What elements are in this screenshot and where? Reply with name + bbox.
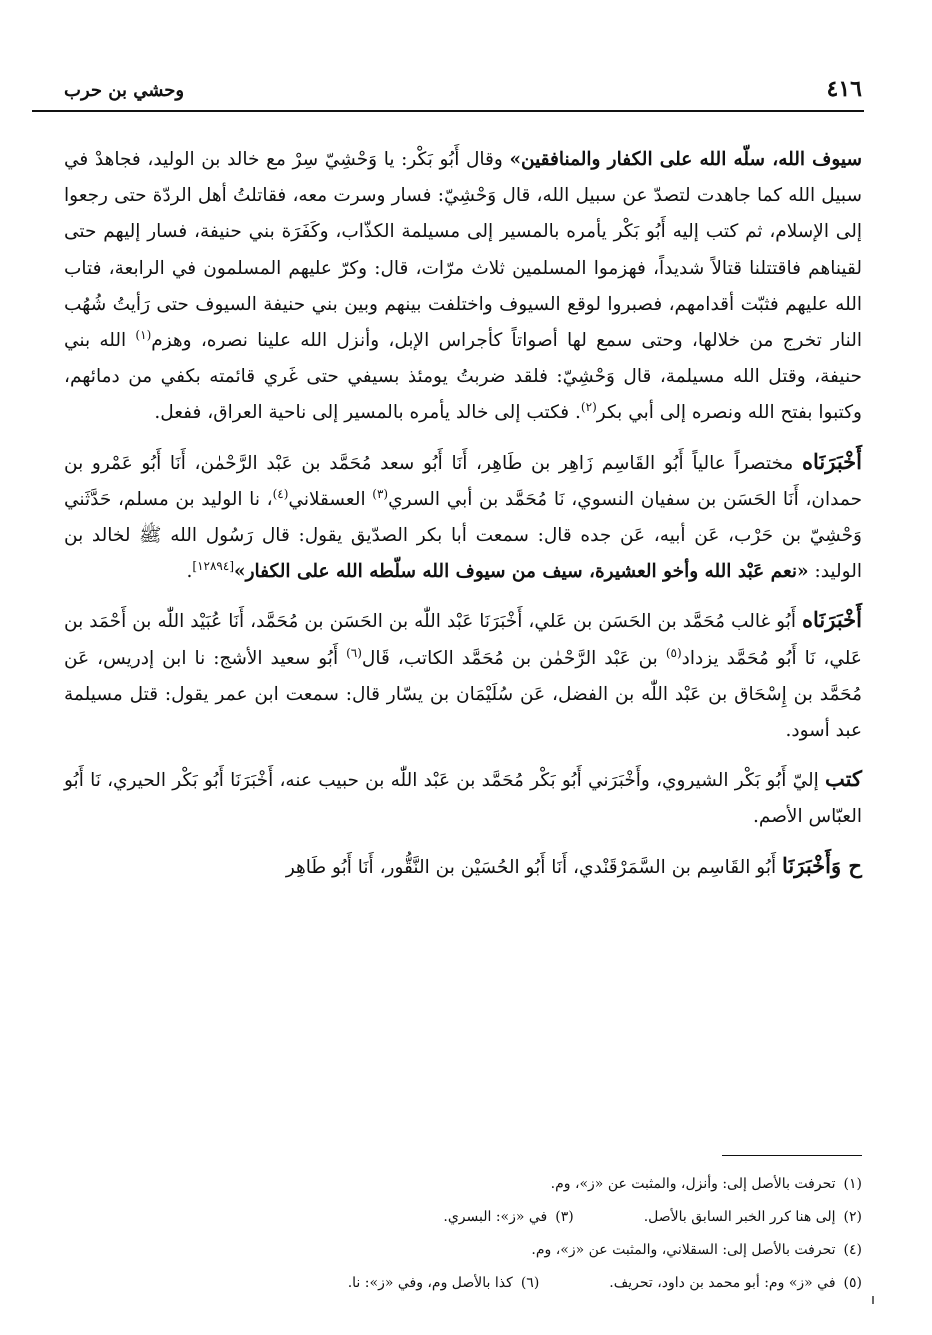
paragraph-1	[64, 142, 862, 432]
paragraph-5-text: أَبُو القَاسِم بن السَّمَرْقَنْدي، أَنَا أَبُو الحُسَيْن بن النَّقُّور، أَنَا أَبُو طَاهِر	[285, 856, 782, 878]
paragraph-3-lead: أَخْبَرَنَاه	[802, 607, 862, 633]
footnote-ref-4[interactable]: (٤)	[272, 486, 289, 501]
paragraph-1-text-2: الله بني حنيفة، وقتل الله مسيلمة، قال وَحْشِيّ: فلقد ضربتُ يومئذ بسيفي حتى غَري قائمته بكفي من دمائهم، وكتبوا بفتح الله ونصره إلى أبي بكر	[64, 330, 862, 424]
paragraph-4-lead: كتب	[825, 766, 862, 792]
footnote-6	[330, 1267, 540, 1300]
footnote-1	[64, 1168, 862, 1201]
main-text	[64, 142, 862, 898]
paragraph-5-lead: ح وَأَخْبَرَنَا	[782, 852, 862, 878]
footnote-6-text: كذا بالأصل وم، وفي «ز»: نا.	[347, 1275, 513, 1291]
hadith-quote: «نعم عَبْد الله وأخو العشيرة، سيف من سيوف الله سلّطه الله على الكفار»	[234, 561, 809, 583]
footnote-ref-2[interactable]: (٢)	[580, 400, 597, 415]
running-title: وحشي بن حرب	[64, 80, 185, 101]
paragraph-2-lead: أَخْبَرَنَاه	[802, 448, 862, 474]
footnote-4	[64, 1234, 862, 1267]
header-rule	[32, 110, 864, 112]
footnotes	[64, 1155, 862, 1300]
footnote-6-number: (٦)	[520, 1275, 540, 1291]
paragraph-5	[64, 848, 862, 886]
paragraph-2-text: مختصراً عالياً أَبُو القَاسِم زَاهِر بن طَاهِر، أَنَا أَبُو سعد مُحَمَّد بن عَبْد الرَّحْمٰن، أَنَا أَبُو عَمْرو بن حمدان، أَنَا الحَسَن بن سفيان النسوي، نَا مُحَمَّد بن أبي السري	[64, 452, 862, 510]
footnote-1-text: تحرفت بالأصل إلى: وأنزل، والمثبت عن «ز»، وم.	[550, 1176, 836, 1192]
footnote-3-number: (٣)	[555, 1209, 574, 1225]
paragraph-2-tail: .	[186, 561, 193, 583]
paragraph-3-text: أَبُو غالب مُحَمَّد بن الحَسَن بن عَلي، أَخْبَرَنَا عَبْد اللّٰه بن الحَسَن بن مُحَمَّد، أَنَا عُبَيْد اللّٰه بن أَحْمَد بن عَلي، نَا أَبُو مُحَمَّد يزداد	[64, 611, 862, 669]
footnote-ref-5[interactable]: (٥)	[665, 645, 682, 660]
footnote-3	[425, 1201, 573, 1234]
book-page	[64, 70, 862, 1315]
hadith-number: [١٢٨٩٤]	[192, 559, 235, 574]
scan-mark	[872, 1296, 874, 1304]
footnote-row-5-6	[64, 1267, 862, 1300]
footnote-rule	[722, 1155, 862, 1156]
footnote-ref-1[interactable]: (١)	[135, 327, 152, 342]
footnote-5-text: في «ز» وم: أبو محمد بن داود، تحريف.	[609, 1275, 836, 1291]
footnote-5-number: (٥)	[843, 1275, 862, 1291]
paragraph-1-text: وقال أَبُو بَكْر: يا وَحْشِيّ سِرْ مع خالد بن الوليد، فجاهدْ في سبيل الله كما جاهدت لتصدّ عن سبيل الله، قال وَحْشِيّ: فسار وسرت معه، فقاتلتُ أهل الردّة حتى رجعوا إلى الإسلام، ثم كتب إليه أَبُو بَكْر يأمره بالمسير إلى مسيلمة الكذّاب، وكَفَرَة بني حنيفة، فسار إليهم حتى لقيناهم فاقتتلنا قتالاً شديداً، فهزموا المسلمين ثلاث مرّات، قال: وكرّ عليهم المسلمون في الرابعة، فتاب الله عليهم فثبّت أقدامهم، فصبروا لوقع السيوف واختلفت بينهم وبين بني حنيفة السيوف حتى رَأيتُ شُهُب النار تخرج من خلالها، وحتى سمع لها أصواتاً كأجراس الإبل، وأنزل الله علينا نصره، وهزم	[64, 149, 862, 352]
paragraph-4-text: إليّ أَبُو بَكْر الشيروي، وأَخْبَرَني أَبُو بَكْر مُحَمَّد بن عَبْد اللّٰه بن حبيب عنه، أَخْبَرَنَا أَبُو بَكْر الحيري، نَا أَبُو العبّاس الأصم.	[64, 770, 862, 828]
footnote-4-text: تحرفت بالأصل إلى: السقلاني، والمثبت عن «ز»، وم.	[531, 1242, 836, 1258]
footnote-2	[626, 1201, 862, 1234]
paragraph-2-text-3: ، نا الوليد بن مسلم، حَدَّثَني وَحْشِيّ بن حَرْب، عَن أبيه، عَن جده قال: سمعت أبا بكر الصدّيق يقول: قال رَسُول الله ﷺ لخالد بن الوليد:	[64, 488, 862, 583]
paragraph-2-text-2: العسقلاني	[288, 488, 373, 510]
footnote-1-number: (١)	[843, 1176, 862, 1192]
footnote-ref-6[interactable]: (٦)	[346, 645, 362, 660]
page-header	[64, 70, 862, 110]
footnote-4-number: (٤)	[843, 1242, 862, 1258]
paragraph-1-lead: سيوف الله، سلّه الله على الكفار والمنافقين»	[509, 149, 862, 170]
footnote-row-2-3	[64, 1201, 862, 1234]
footnote-5	[591, 1267, 862, 1300]
footnote-3-text: في «ز»: البسري.	[443, 1209, 548, 1225]
footnote-ref-3[interactable]: (٣)	[372, 486, 389, 501]
paragraph-3-text-3: أَبُو سعيد الأشج: نا ابن إدريس، عَن مُحَمَّد بن إِسْحَاق بن عَبْد اللّٰه بن الفضل، عَن سُلَيْمَان بن يسّار قال: سمعت ابن عمر يقول: قتل مسيلمة عبد أسود.	[64, 647, 862, 742]
paragraph-3-text-2: بن عَبْد الرَّحْمٰن بن مُحَمَّد الكاتب، قَال	[361, 647, 666, 669]
page-number: ٤١٦	[826, 76, 862, 102]
paragraph-2	[64, 444, 862, 591]
paragraph-1-text-3: . فكتب إلى خالد يأمره بالمسير إلى ناحية العراق، ففعل.	[154, 402, 581, 424]
paragraph-3	[64, 602, 862, 749]
paragraph-4	[64, 761, 862, 835]
footnote-2-text: إلى هنا كرر الخبر السابق بالأصل.	[643, 1209, 836, 1225]
footnote-2-number: (٢)	[843, 1209, 862, 1225]
